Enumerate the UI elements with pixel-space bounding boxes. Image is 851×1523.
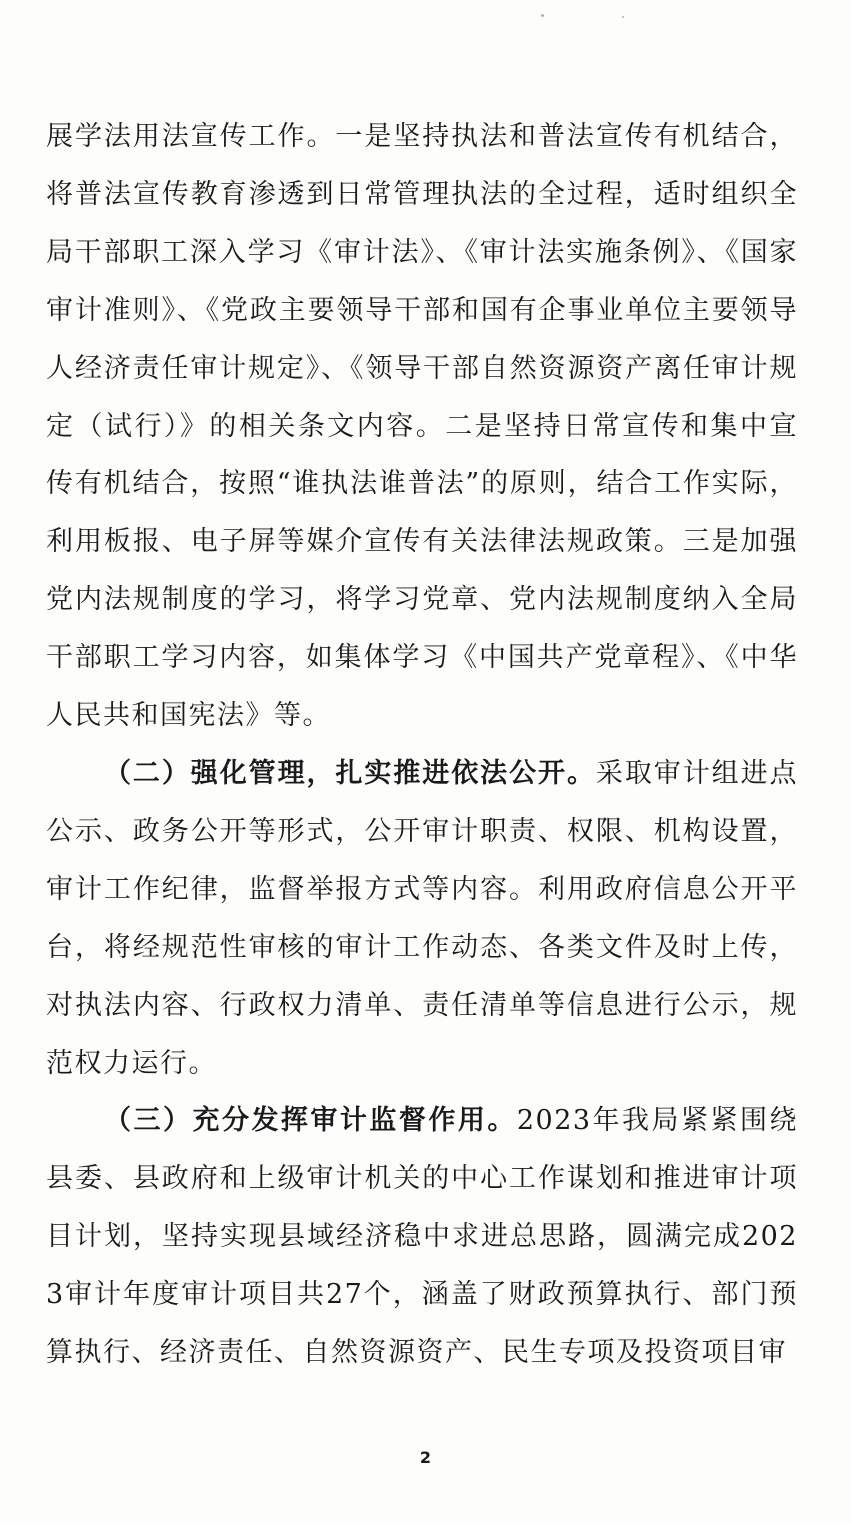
document-body	[46, 108, 798, 1382]
paragraph-1-text: 展学法用法宣传工作。一是坚持执法和普法宣传有机结合，将普法宣传教育渗透到日常管理执法的全过程，适时组织全局干部职工深入学习《审计法》、《审计法实施条例》、《国家审计准则》、《党政主要领导干部和国有企事业单位主要领导人经济责任审计规定》、《领导干部自然资源资产离任审计规定（试行）》的相关条文内容。二是坚持日常宣传和集中宣传有机结合，按照“谁执法谁普法”的原则，结合工作实际，利用板报、电子屏等媒介宣传有关法律法规政策。三是加强党内法规制度的学习，将学习党章、党内法规制度纳入全局干部职工学习内容，如集体学习《中国共产党章程》、《中华人民共和国宪法》等。	[46, 121, 798, 732]
paragraph-1	[46, 108, 798, 745]
paragraph-3	[46, 1092, 798, 1382]
scan-speck	[622, 16, 624, 18]
page-number: 2	[419, 1448, 432, 1467]
paragraph-3-text: 2023年我局紧紧围绕县委、县政府和上级审计机关的中心工作谋划和推进审计项目计划，坚持实现县域经济稳中求进总思路，圆满完成2023审计年度审计项目共27个，涵盖了财政预算执行、部门预算执行、经济责任、自然资源资产、民生专项及投资项目审	[46, 1105, 798, 1369]
section-heading-3: （三）充分发挥审计监督作用。	[104, 1105, 517, 1137]
section-heading-2: （二）强化管理，扎实推进依法公开。	[104, 757, 596, 789]
scan-speck	[541, 14, 544, 17]
paragraph-2	[46, 745, 798, 1092]
paragraph-2-text: 采取审计组进点公示、政务公开等形式，公开审计职责、权限、机构设置，审计工作纪律，监督举报方式等内容。利用政府信息公开平台，将经规范性审核的审计工作动态、各类文件及时上传，对执法内容、行政权力清单、责任清单等信息进行公示，规范权力运行。	[46, 757, 798, 1079]
